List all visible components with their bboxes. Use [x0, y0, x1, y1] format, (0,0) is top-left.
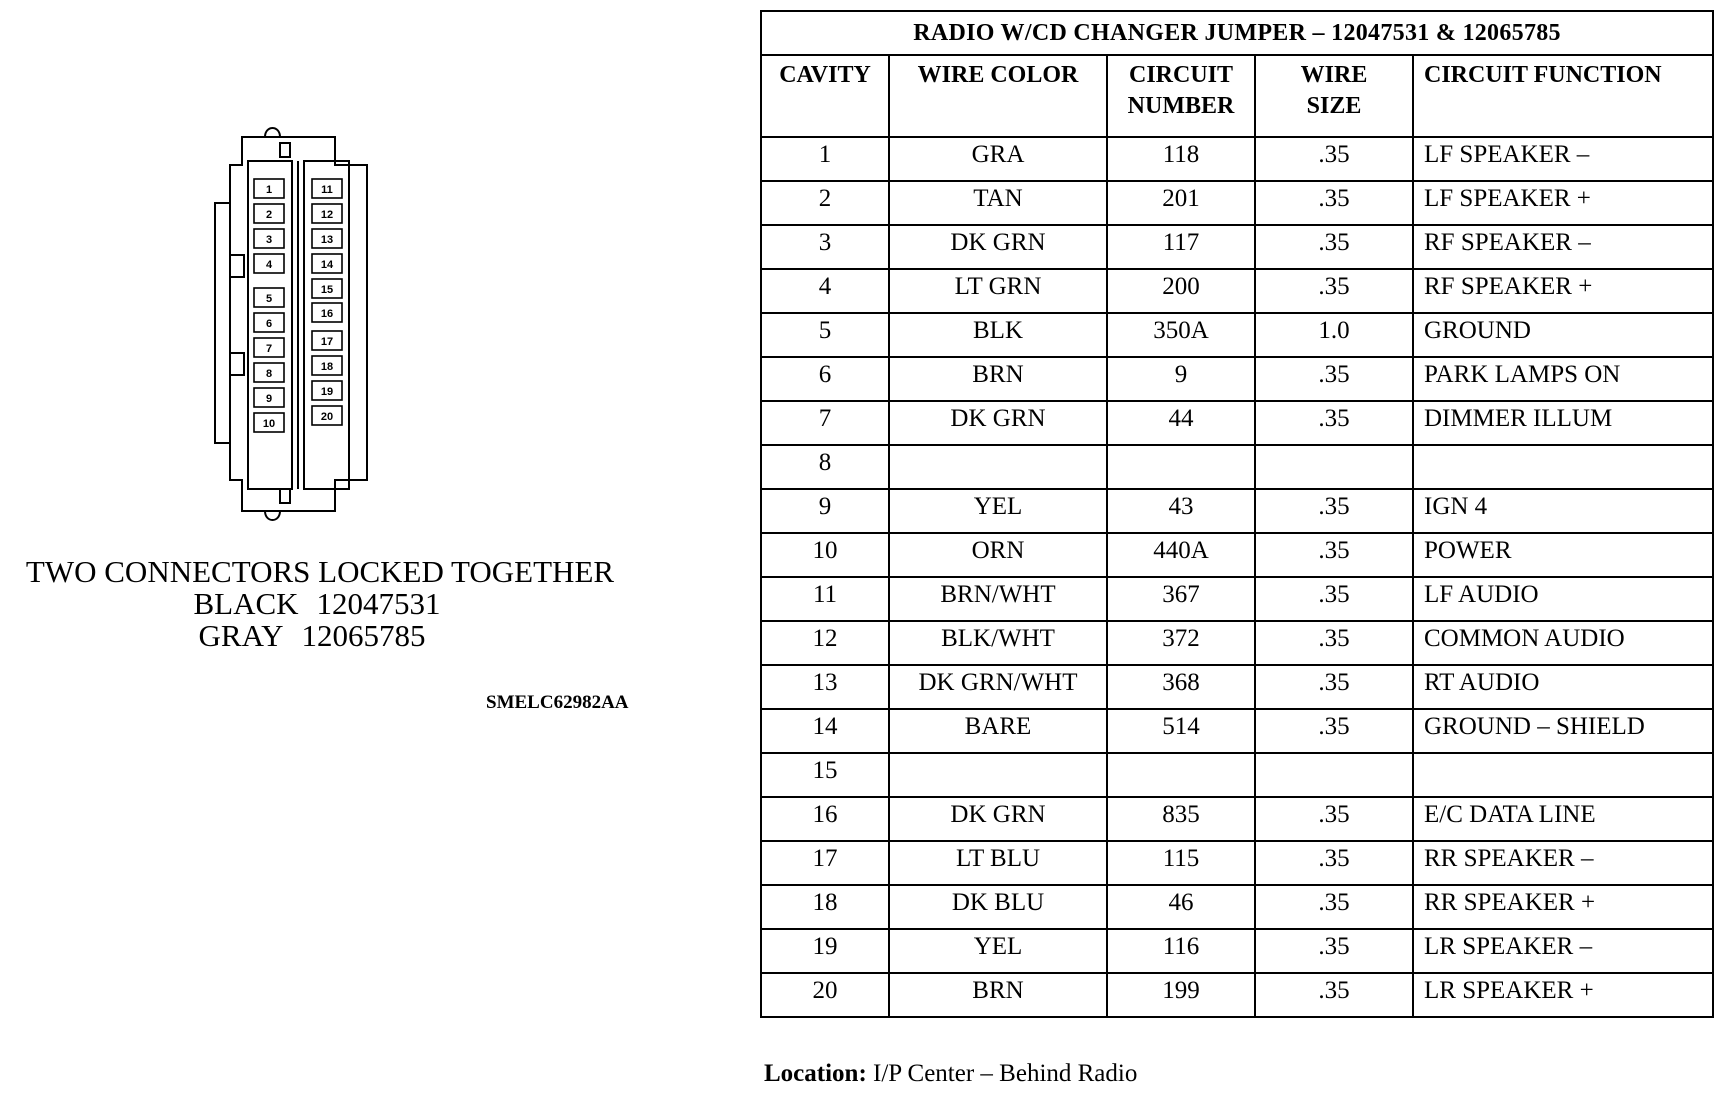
- cell-circuit-function: E/C DATA LINE: [1413, 797, 1713, 841]
- table-row: [761, 313, 1713, 357]
- cell-cavity: 8: [761, 445, 889, 489]
- cell-wire-size: .35: [1255, 577, 1413, 621]
- drawing-code: SMELC62982AA: [486, 692, 629, 713]
- cell-cavity: 5: [761, 313, 889, 357]
- connector-pin-label: 7: [265, 343, 273, 355]
- table-row: [761, 445, 1713, 489]
- cell-circuit-function: RT AUDIO: [1413, 665, 1713, 709]
- table-row: [761, 137, 1713, 181]
- cell-circuit-function: PARK LAMPS ON: [1413, 357, 1713, 401]
- header-circuit-number-line2: NUMBER: [1127, 93, 1235, 119]
- location-value: I/P Center – Behind Radio: [873, 1060, 1138, 1087]
- location-label: Location:: [764, 1060, 867, 1087]
- cell-circuit-function: COMMON AUDIO: [1413, 621, 1713, 665]
- table-row: [761, 709, 1713, 753]
- connector-pin-label: 15: [320, 284, 334, 296]
- black-label: BLACK: [193, 586, 299, 621]
- table-row: [761, 841, 1713, 885]
- cell-wire-color: DK GRN/WHT: [889, 665, 1107, 709]
- cell-circuit-number: 199: [1107, 973, 1255, 1017]
- connector-pin-label: 12: [320, 209, 334, 221]
- table-row: [761, 753, 1713, 797]
- connector-pin-label: 1: [265, 184, 273, 196]
- connector-pin-label: 2: [265, 209, 273, 221]
- header-circuit-number: [1107, 55, 1255, 137]
- connector-pin-label: 11: [321, 184, 333, 196]
- cell-circuit-function: LR SPEAKER –: [1413, 929, 1713, 973]
- table-title: RADIO W/CD CHANGER JUMPER – 12047531 & 12065785: [761, 11, 1713, 55]
- cell-cavity: 12: [761, 621, 889, 665]
- cell-circuit-number: 200: [1107, 269, 1255, 313]
- cell-wire-size: .35: [1255, 225, 1413, 269]
- table-row: [761, 489, 1713, 533]
- cell-circuit-number: 118: [1107, 137, 1255, 181]
- connector-pin-label: 14: [320, 259, 334, 271]
- connector-pin-label: 5: [265, 293, 273, 305]
- cell-cavity: 1: [761, 137, 889, 181]
- cell-cavity: 4: [761, 269, 889, 313]
- cell-cavity: 17: [761, 841, 889, 885]
- table-row: [761, 973, 1713, 1017]
- table-row: [761, 225, 1713, 269]
- connector-caption-gray: [0, 620, 632, 652]
- table-row: [761, 269, 1713, 313]
- cell-circuit-number: 372: [1107, 621, 1255, 665]
- caption-line-1: TWO CONNECTORS LOCKED TOGETHER: [25, 554, 615, 589]
- cell-wire-size: .35: [1255, 973, 1413, 1017]
- cell-circuit-function: RF SPEAKER –: [1413, 225, 1713, 269]
- cell-cavity: 6: [761, 357, 889, 401]
- cell-wire-size: .35: [1255, 401, 1413, 445]
- connector-pin-label: 10: [262, 418, 276, 430]
- cell-wire-color: DK GRN: [889, 225, 1107, 269]
- black-part-number: 12047531: [316, 586, 441, 621]
- cell-circuit-number: 9: [1107, 357, 1255, 401]
- table-row: [761, 621, 1713, 665]
- cell-wire-color: BRN/WHT: [889, 577, 1107, 621]
- table-row: [761, 401, 1713, 445]
- cell-cavity: 13: [761, 665, 889, 709]
- cell-circuit-number: 46: [1107, 885, 1255, 929]
- cell-wire-size: [1255, 753, 1413, 797]
- cell-wire-color: DK BLU: [889, 885, 1107, 929]
- cell-wire-size: .35: [1255, 357, 1413, 401]
- cell-circuit-function: LR SPEAKER +: [1413, 973, 1713, 1017]
- cell-cavity: 11: [761, 577, 889, 621]
- cell-circuit-number: 368: [1107, 665, 1255, 709]
- cell-cavity: 10: [761, 533, 889, 577]
- cell-cavity: 15: [761, 753, 889, 797]
- cell-wire-color: GRA: [889, 137, 1107, 181]
- cell-wire-color: [889, 445, 1107, 489]
- cell-circuit-function: GROUND – SHIELD: [1413, 709, 1713, 753]
- table-row: [761, 885, 1713, 929]
- cell-wire-size: [1255, 445, 1413, 489]
- location-note: [764, 1060, 1137, 1088]
- cell-wire-color: BRN: [889, 973, 1107, 1017]
- connector-pin-label: 8: [265, 368, 273, 380]
- table-row: [761, 533, 1713, 577]
- header-wire-size: [1255, 55, 1413, 137]
- cell-wire-color: DK GRN: [889, 797, 1107, 841]
- cell-circuit-function: POWER: [1413, 533, 1713, 577]
- connector-pin-label: 18: [320, 361, 334, 373]
- connector-caption-black: [0, 588, 637, 620]
- cell-wire-color: YEL: [889, 489, 1107, 533]
- header-circuit-function: CIRCUIT FUNCTION: [1413, 55, 1713, 137]
- cell-cavity: 19: [761, 929, 889, 973]
- cell-wire-color: BLK: [889, 313, 1107, 357]
- cell-circuit-function: RR SPEAKER +: [1413, 885, 1713, 929]
- cell-wire-size: .35: [1255, 269, 1413, 313]
- table-row: [761, 929, 1713, 973]
- cell-wire-size: .35: [1255, 621, 1413, 665]
- cell-cavity: 3: [761, 225, 889, 269]
- gray-part-number: 12065785: [301, 618, 426, 653]
- cell-circuit-number: [1107, 753, 1255, 797]
- cell-wire-size: .35: [1255, 489, 1413, 533]
- cell-wire-color: YEL: [889, 929, 1107, 973]
- connector-pin-label: 13: [320, 234, 334, 246]
- cell-circuit-number: 117: [1107, 225, 1255, 269]
- cell-wire-color: BRN: [889, 357, 1107, 401]
- connector-pin-label: 20: [320, 411, 334, 423]
- connector-pin-label: 17: [320, 336, 334, 348]
- header-wire-color: WIRE COLOR: [889, 55, 1107, 137]
- cell-circuit-number: 43: [1107, 489, 1255, 533]
- connector-caption: [0, 556, 640, 588]
- cell-wire-size: .35: [1255, 665, 1413, 709]
- table-row: [761, 797, 1713, 841]
- table-row: [761, 577, 1713, 621]
- cell-cavity: 14: [761, 709, 889, 753]
- cell-circuit-function: [1413, 753, 1713, 797]
- cell-wire-color: ORN: [889, 533, 1107, 577]
- cell-wire-color: BLK/WHT: [889, 621, 1107, 665]
- cell-circuit-number: 201: [1107, 181, 1255, 225]
- cell-circuit-function: RF SPEAKER +: [1413, 269, 1713, 313]
- gray-label: GRAY: [198, 618, 284, 653]
- cell-circuit-function: RR SPEAKER –: [1413, 841, 1713, 885]
- cell-circuit-function: GROUND: [1413, 313, 1713, 357]
- header-circuit-number-line1: CIRCUIT: [1128, 62, 1233, 88]
- connector-pin-label: 9: [265, 393, 273, 405]
- connector-diagram: [200, 125, 400, 525]
- cell-wire-size: .35: [1255, 841, 1413, 885]
- connector-pin-label: 3: [265, 234, 273, 246]
- header-cavity: CAVITY: [761, 55, 889, 137]
- cell-circuit-number: 115: [1107, 841, 1255, 885]
- cell-cavity: 20: [761, 973, 889, 1017]
- cell-circuit-number: 367: [1107, 577, 1255, 621]
- cell-circuit-number: 514: [1107, 709, 1255, 753]
- cell-circuit-function: DIMMER ILLUM: [1413, 401, 1713, 445]
- cell-wire-size: 1.0: [1255, 313, 1413, 357]
- connector-pin-label: 16: [320, 308, 334, 320]
- cell-circuit-function: IGN 4: [1413, 489, 1713, 533]
- cell-cavity: 7: [761, 401, 889, 445]
- connector-pin-label: 6: [265, 318, 273, 330]
- cell-wire-color: [889, 753, 1107, 797]
- cell-wire-size: .35: [1255, 929, 1413, 973]
- cell-wire-size: .35: [1255, 533, 1413, 577]
- cell-wire-size: .35: [1255, 797, 1413, 841]
- connector-pin-label: 4: [265, 259, 273, 271]
- table-row: [761, 357, 1713, 401]
- table-row: [761, 665, 1713, 709]
- cell-wire-color: LT BLU: [889, 841, 1107, 885]
- cell-wire-size: .35: [1255, 137, 1413, 181]
- pinout-table: [760, 10, 1714, 1018]
- cell-circuit-function: LF AUDIO: [1413, 577, 1713, 621]
- cell-wire-color: LT GRN: [889, 269, 1107, 313]
- connector-pin-label: 19: [320, 386, 334, 398]
- header-wire-size-line2: SIZE: [1306, 93, 1362, 119]
- cell-circuit-number: 350A: [1107, 313, 1255, 357]
- table-header-row: [761, 55, 1713, 137]
- cell-circuit-number: 440A: [1107, 533, 1255, 577]
- cell-circuit-number: 835: [1107, 797, 1255, 841]
- cell-circuit-number: 116: [1107, 929, 1255, 973]
- cell-cavity: 18: [761, 885, 889, 929]
- cell-wire-size: .35: [1255, 181, 1413, 225]
- cell-cavity: 2: [761, 181, 889, 225]
- cell-wire-color: TAN: [889, 181, 1107, 225]
- cell-wire-color: DK GRN: [889, 401, 1107, 445]
- cell-circuit-function: [1413, 445, 1713, 489]
- header-wire-size-line1: WIRE: [1300, 62, 1368, 88]
- cell-wire-color: BARE: [889, 709, 1107, 753]
- table-row: [761, 181, 1713, 225]
- cell-wire-size: .35: [1255, 885, 1413, 929]
- cell-circuit-number: [1107, 445, 1255, 489]
- cell-circuit-function: LF SPEAKER –: [1413, 137, 1713, 181]
- cell-circuit-number: 44: [1107, 401, 1255, 445]
- cell-wire-size: .35: [1255, 709, 1413, 753]
- cell-circuit-function: LF SPEAKER +: [1413, 181, 1713, 225]
- cell-cavity: 9: [761, 489, 889, 533]
- cell-cavity: 16: [761, 797, 889, 841]
